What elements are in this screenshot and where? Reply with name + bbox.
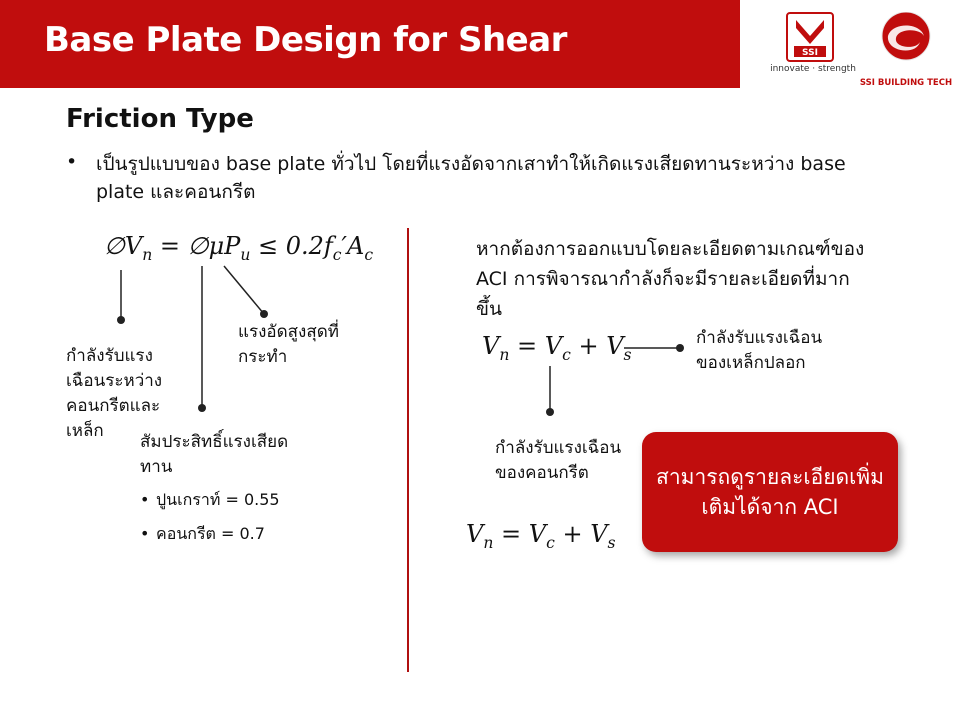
section-title: Friction Type: [66, 104, 254, 134]
eq-v-sub: n: [483, 533, 494, 552]
eq-v: V: [466, 520, 484, 548]
list-item: • ปูนเกราท์ = 0.55: [140, 488, 340, 512]
eq-vc-sub: c: [562, 345, 571, 364]
label-concrete-shear: กำลังรับแรงเฉือนของคอนกรีต: [495, 438, 622, 483]
eq-vc: = V: [509, 332, 563, 360]
column-divider: [407, 228, 409, 672]
aci-equation-top: [482, 332, 632, 364]
intro-bullet: เป็นรูปแบบของ base plate ทั่วไป โดยที่แรงอัดจากเสาทำให้เกิดแรงเสียดทานระหว่าง base plate และคอนกรีต: [96, 153, 846, 203]
eq-v: V: [482, 332, 500, 360]
eq-fc-sub: c: [332, 245, 342, 264]
eq-vs-sub: s: [623, 345, 632, 364]
label-friction-coefficient: สัมประสิทธิ์แรงเสียดทาน: [140, 432, 289, 477]
eq-ac-sub: c: [364, 245, 374, 264]
friction-coefficient-list: [140, 488, 340, 552]
aci-equation-bottom: [466, 520, 616, 552]
ssi-logo-text: SSI: [802, 48, 818, 58]
eq-lhs: ∅V: [104, 232, 143, 260]
callout-text: สามารถดูรายละเอียดเพิ่มเติมได้จาก ACI: [656, 465, 884, 519]
eq-mid-sub: u: [240, 245, 251, 264]
label-shear-capacity: กำลังรับแรงเฉือนระหว่างคอนกรีตและเหล็ก: [66, 346, 163, 441]
ssi-tagline: innovate · strength: [770, 64, 856, 74]
eq-vs: + V: [570, 332, 624, 360]
list-item: • คอนกรีต = 0.7: [140, 522, 340, 546]
aci-reference-callout: [642, 432, 898, 552]
eq-lhs-sub: n: [142, 245, 153, 264]
bullet-marker: •: [66, 151, 78, 173]
aci-intro-text: หากต้องการออกแบบโดยละเอียดตามเกณฑ์ของ ACI การพิจารณากำลังก็จะมีรายละเอียดที่มากขึ้น: [476, 238, 865, 320]
eq-vs-sub: s: [607, 533, 616, 552]
eq-vc: = V: [493, 520, 547, 548]
label-steel-shear: กำลังรับแรงเฉือนของเหล็กปลอก: [696, 328, 823, 373]
slide-title: Base Plate Design for Shear: [44, 20, 567, 60]
eq-vc-sub: c: [546, 533, 555, 552]
eq-mid: = ∅μP: [152, 232, 241, 260]
label-max-compression: แรงอัดสูงสุดที่กระทำ: [238, 322, 339, 367]
ssi-building-tech-text: SSI BUILDING TECH: [859, 78, 953, 88]
eq-vs: + V: [554, 520, 608, 548]
eq-le: ≤ 0.2f: [250, 232, 333, 260]
eq-tail: ′A: [341, 232, 365, 260]
eq-v-sub: n: [499, 345, 510, 364]
